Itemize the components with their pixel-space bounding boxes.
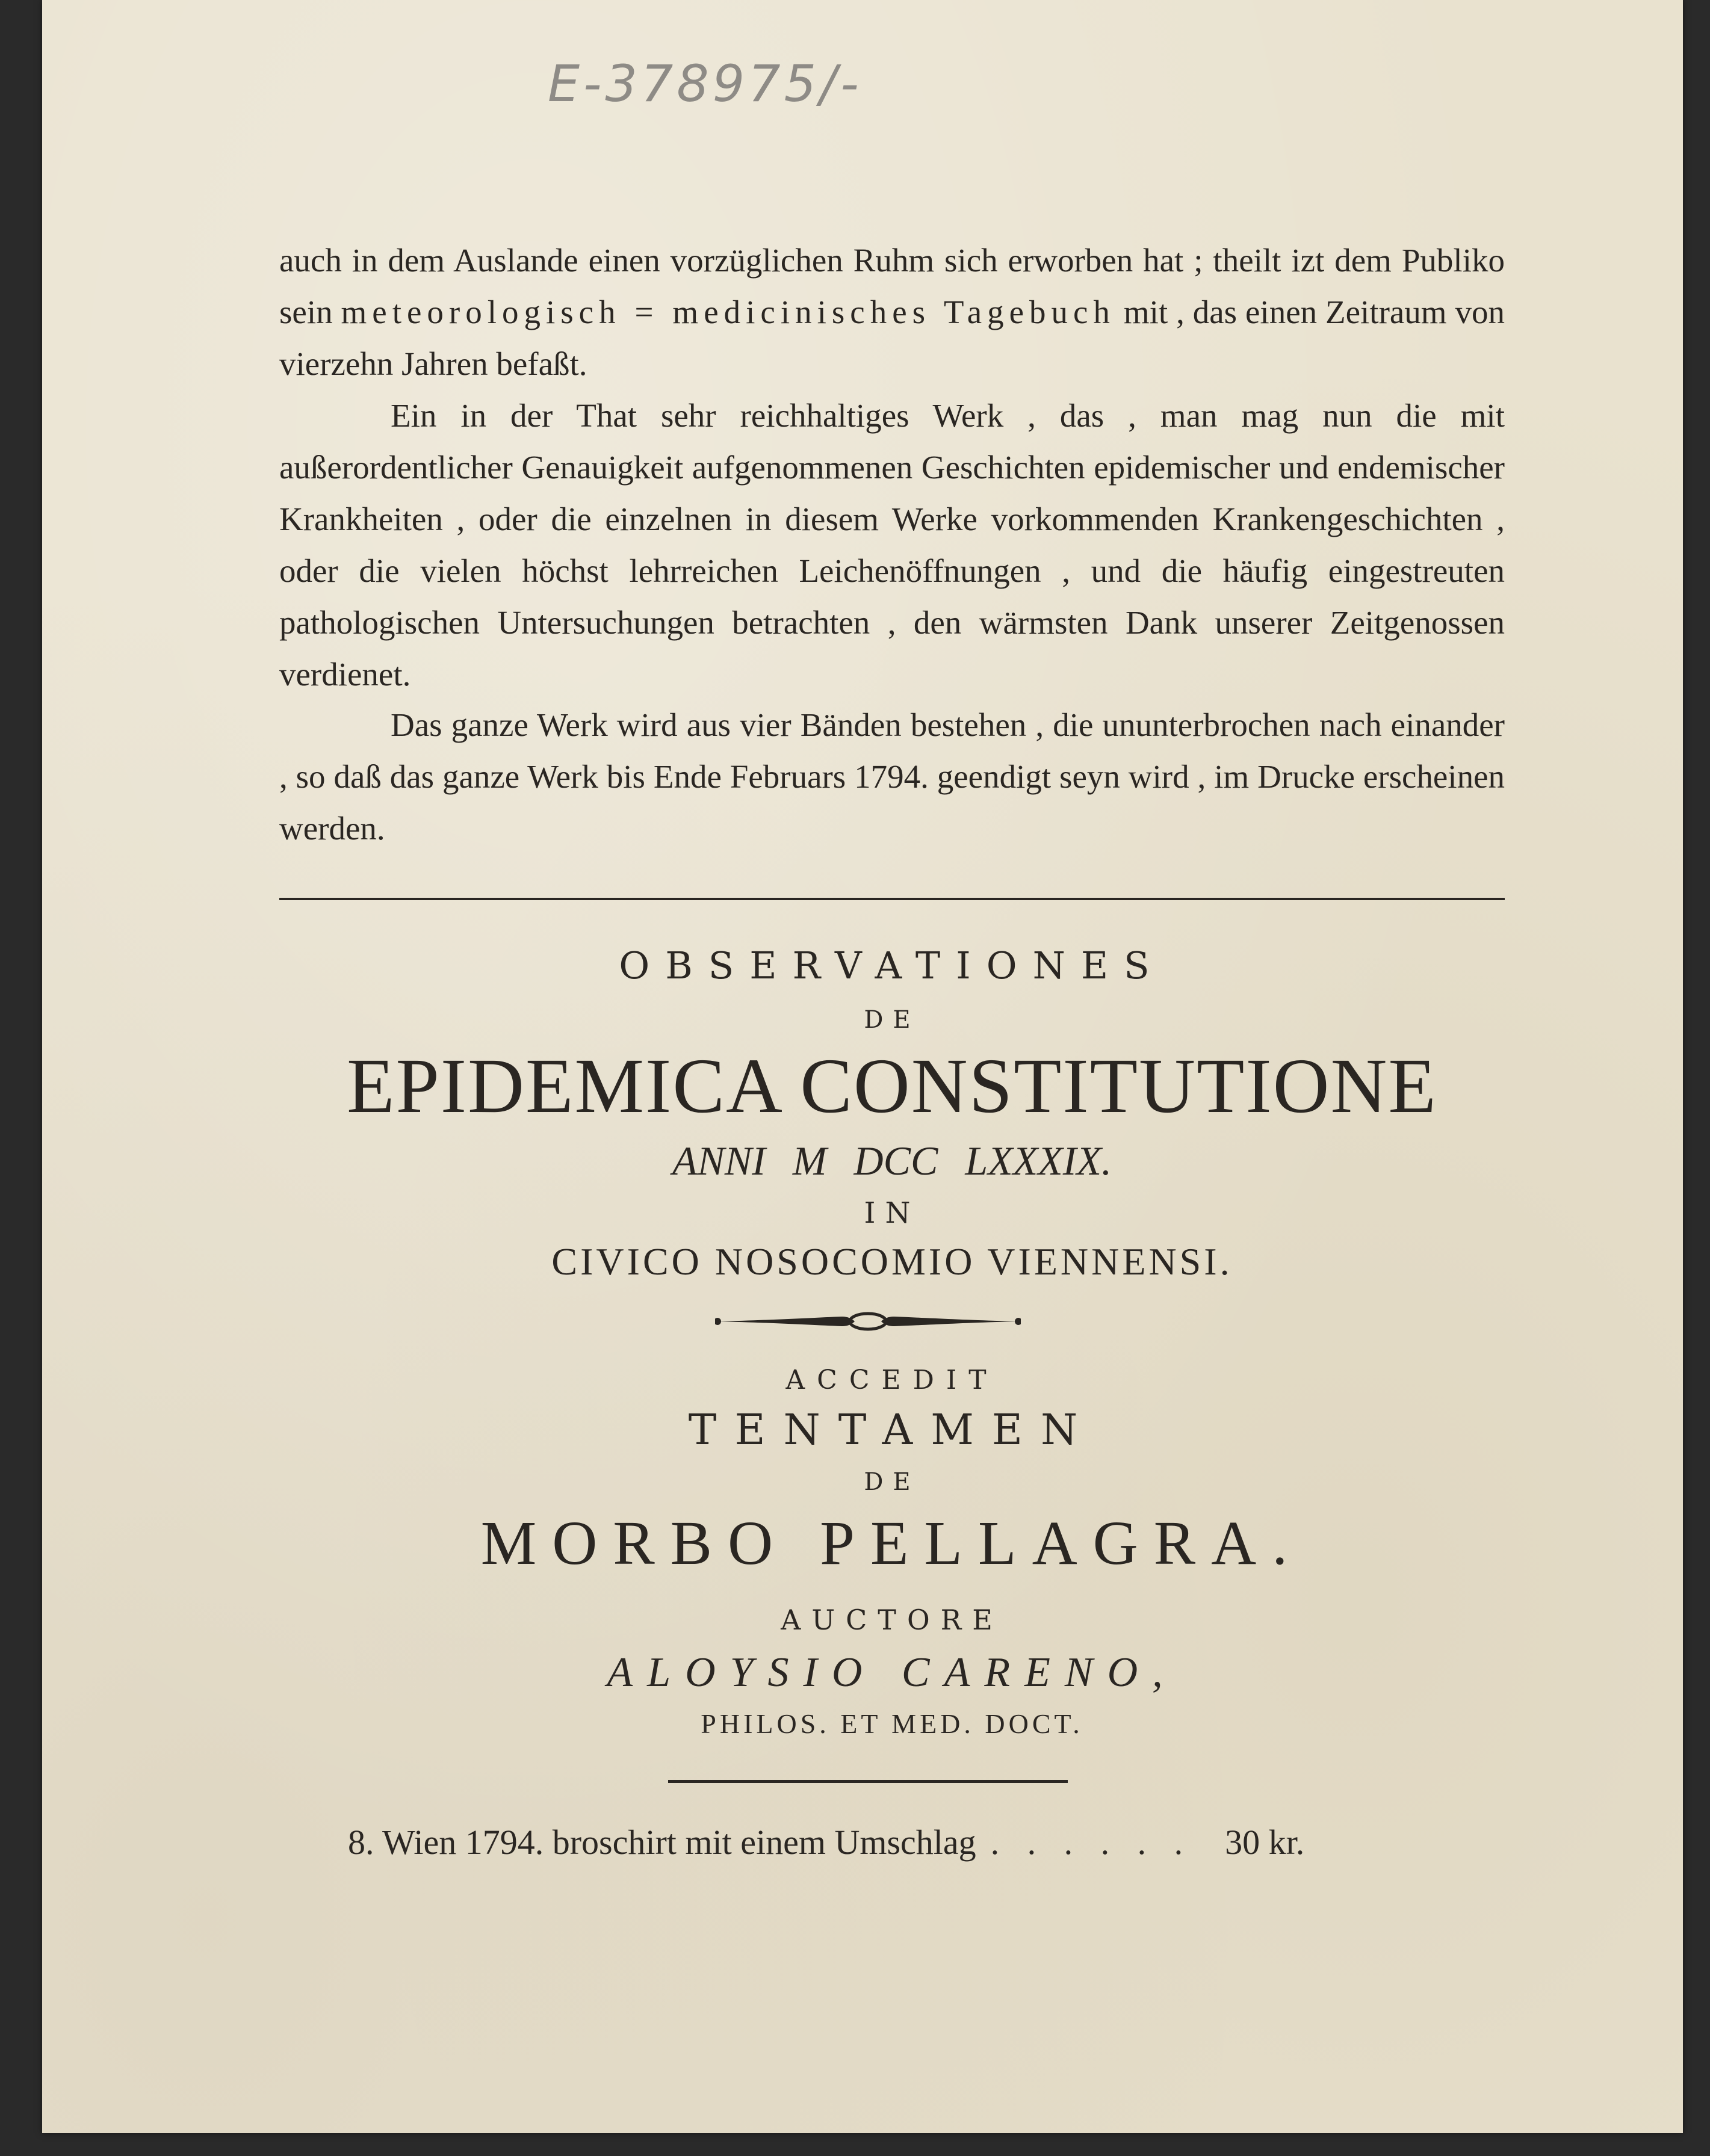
price-line	[348, 1822, 1431, 1862]
author-name: ALOYSIO CARENO,	[607, 1649, 1177, 1696]
price-value: 30 kr.	[1225, 1823, 1305, 1862]
top-divider-rule	[279, 898, 1505, 900]
title-civico-nosocomio: CIVICO NOSOCOMIO VIENNENSI.	[551, 1240, 1233, 1283]
paragraph-1	[279, 235, 1505, 390]
title-de-2: DE	[864, 1468, 920, 1496]
paragraph-3: Das ganze Werk wird aus vier Bänden bestehen , die ununterbrochen nach einander , so daß das ganze Werk bis Ende Februars 1794. geendigt seyn wird , im Drucke erscheinen werden.	[279, 706, 1505, 847]
title-anni: ANNI M DCC LXXXIX.	[672, 1138, 1112, 1184]
title-observationes: OBSERVATIONES	[619, 944, 1165, 987]
paragraph-1-part-1: auch in dem Auslande einen vorzüglichen Ruhm sich erworben hat ; theilt izt dem Publiko sein	[279, 242, 1505, 330]
title-in: IN	[864, 1196, 920, 1230]
title-accedit: ACCEDIT	[785, 1365, 999, 1395]
price-line-dots: . . . . . .	[990, 1823, 1193, 1862]
paragraph-1-part-3: mit , das einen Zeitraum von vierzehn Jahren befaßt.	[279, 294, 1505, 382]
document-page	[42, 0, 1683, 2133]
price-line-text: 8. Wien 1794. broschirt mit einem Umschlag	[348, 1823, 976, 1862]
title-tentamen: TENTAMEN	[688, 1405, 1096, 1454]
ornament-divider-icon	[715, 1305, 1021, 1338]
title-auctore: AUCTORE	[781, 1604, 1003, 1636]
bottom-divider-rule	[668, 1780, 1068, 1783]
shelfmark-annotation: E-378975/-	[548, 54, 863, 113]
title-de-1: DE	[864, 1006, 920, 1034]
title-morbo-pellagra: MORBO PELLAGRA.	[480, 1509, 1304, 1578]
paragraph-2: Ein in der That sehr reichhaltiges Werk , das , man mag nun die mit außerordentlicher Genauigkeit aufgenommenen Geschichten epidemischer und endemischer Krankheiten , oder die einzelnen in diesem Werke vorkommenden Krankengeschichten , oder die vielen höchst lehrreichen Leichenöffnungen , und die häufig eingestreuten pathologischen Untersuchungen betrachten , den wärmsten Dank unserer Zeitgenossen verdienet.	[279, 397, 1505, 693]
title-epidemica-constitutione: EPIDEMICA CONSTITUTIONE	[347, 1043, 1437, 1129]
author-degree: PHILOS. ET MED. DOCT.	[701, 1708, 1083, 1739]
diary-title-spaced: meteorologisch = medicinisches Tagebuch	[341, 294, 1115, 330]
